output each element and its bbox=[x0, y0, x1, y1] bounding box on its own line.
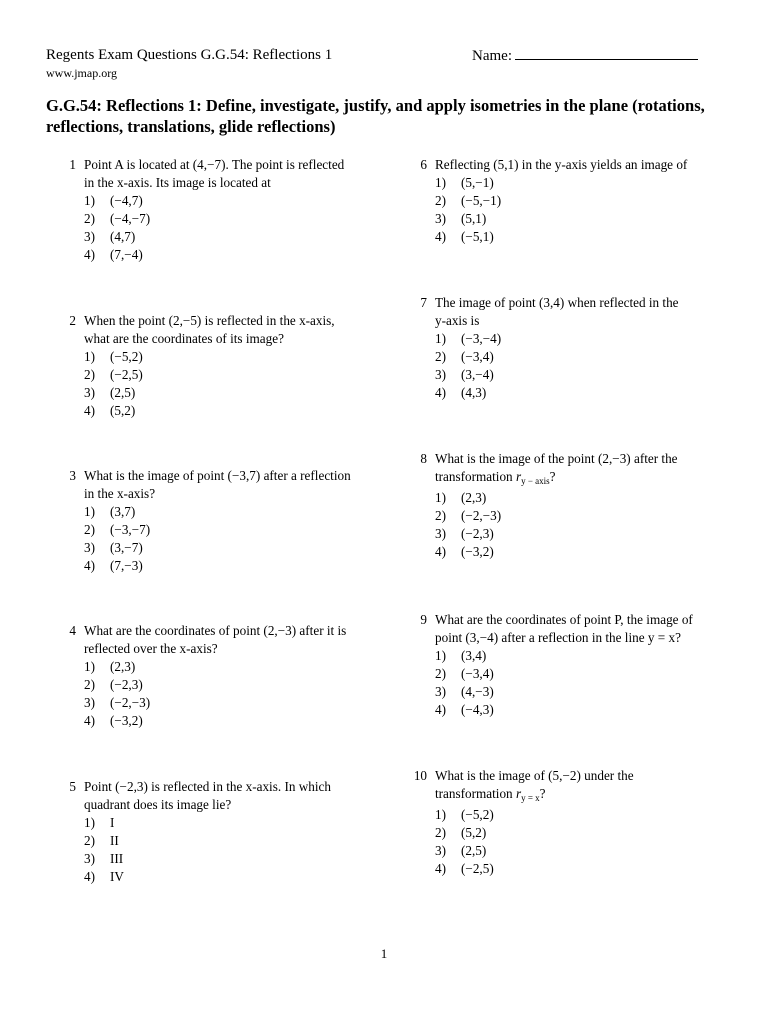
question-stem: The image of point (3,4) when reflected in the y-axis is bbox=[435, 295, 679, 328]
answer-option[interactable]: 4) (5,2) bbox=[84, 403, 136, 418]
name-label: Name: bbox=[472, 48, 512, 64]
answer-option[interactable]: 4) (−2,5) bbox=[435, 861, 494, 876]
answer-option[interactable]: 4) (−5,1) bbox=[435, 229, 494, 244]
answer-option[interactable]: 3) (3,−4) bbox=[435, 367, 494, 382]
answer-option[interactable]: 3) III bbox=[84, 851, 124, 866]
name-field[interactable] bbox=[472, 47, 698, 65]
answer-option[interactable]: 1) (−3,−4) bbox=[435, 331, 502, 346]
question-stem: What are the coordinates of point P, the image of point (3,−4) after a reflection in the line y = x? bbox=[435, 612, 693, 645]
question-number: 6 bbox=[420, 157, 427, 172]
answer-option[interactable]: 2) (5,2) bbox=[435, 825, 487, 840]
answer-option[interactable]: 3) (−2,−3) bbox=[84, 695, 151, 710]
question-stem: Point (−2,3) is reflected in the x-axis. In which quadrant does its image lie? bbox=[84, 779, 331, 812]
answer-option[interactable]: 1) (5,−1) bbox=[435, 175, 494, 190]
answer-option[interactable]: 1) (−5,2) bbox=[84, 349, 143, 364]
question-stem: What are the coordinates of point (2,−3) after it is reflected over the x-axis? bbox=[84, 623, 347, 656]
answer-option[interactable]: 2) (−4,−7) bbox=[84, 211, 151, 226]
answer-option[interactable]: 1) (−4,7) bbox=[84, 193, 143, 208]
transformation-subscript: y = x bbox=[521, 793, 540, 803]
question-number: 9 bbox=[420, 612, 427, 627]
transformation-symbol: r bbox=[515, 469, 522, 484]
answer-option[interactable]: 2) II bbox=[84, 833, 119, 848]
answer-option[interactable]: 1) (3,4) bbox=[435, 648, 487, 663]
answer-option[interactable]: 3) (2,5) bbox=[435, 843, 487, 858]
answer-option[interactable]: 4) (−3,2) bbox=[84, 713, 143, 728]
answer-option[interactable]: 3) (4,−3) bbox=[435, 684, 494, 699]
question-number: 1 bbox=[69, 157, 76, 172]
answer-option[interactable]: 4) (−4,3) bbox=[435, 702, 494, 717]
answer-option[interactable]: 2) (−3,−7) bbox=[84, 522, 151, 537]
question-number: 2 bbox=[69, 313, 76, 328]
answer-option[interactable]: 2) (−5,−1) bbox=[435, 193, 502, 208]
answer-option[interactable]: 4) (4,3) bbox=[435, 385, 487, 400]
name-blank-line[interactable] bbox=[515, 47, 698, 60]
page-heading: G.G.54: Reflections 1: Define, investigate, justify, and apply isometries in the plane (rotations, reflections, translations, glide reflections) bbox=[46, 96, 705, 136]
question-stem: What is the image of (5,−2) under the transformation $r_{y = x}$? bbox=[435, 768, 634, 803]
transformation-symbol: r bbox=[515, 786, 522, 801]
question-stem: What is the image of point (−3,7) after a reflection in the x-axis? bbox=[84, 468, 351, 501]
header-title: Regents Exam Questions G.G.54: Reflections 1 bbox=[46, 47, 333, 63]
question-stem: Point A is located at (4,−7). The point is reflected in the x-axis. Its image is located at bbox=[84, 157, 345, 190]
transformation-subscript: y − axis bbox=[521, 476, 550, 486]
answer-option[interactable]: 1) (2,3) bbox=[84, 659, 136, 674]
page-number: 1 bbox=[380, 946, 388, 961]
header-url: www.jmap.org bbox=[46, 66, 117, 80]
answer-option[interactable]: 4) IV bbox=[84, 869, 124, 884]
answer-option[interactable]: 1) I bbox=[84, 815, 115, 830]
answer-option[interactable]: 1) (−5,2) bbox=[435, 807, 494, 822]
answer-option[interactable]: 2) (−2,−3) bbox=[435, 508, 502, 523]
question-stem: What is the image of the point (2,−3) after the transformation $r_{y - axis}$? bbox=[435, 451, 678, 486]
question-number: 3 bbox=[69, 468, 76, 483]
question-number: 7 bbox=[420, 295, 427, 310]
answer-option[interactable]: 4) (7,−3) bbox=[84, 558, 143, 573]
answer-option[interactable]: 2) (−2,5) bbox=[84, 367, 143, 382]
answer-option[interactable]: 4) (7,−4) bbox=[84, 247, 143, 262]
answer-option[interactable]: 3) (2,5) bbox=[84, 385, 136, 400]
question-stem: When the point (2,−5) is reflected in the x-axis, what are the coordinates of its image? bbox=[84, 313, 335, 346]
answer-option[interactable]: 4) (−3,2) bbox=[435, 544, 494, 559]
question-number: 10 bbox=[413, 768, 427, 783]
question-number: 8 bbox=[420, 451, 427, 466]
answer-option[interactable]: 1) (3,7) bbox=[84, 504, 136, 519]
answer-option[interactable]: 1) (2,3) bbox=[435, 490, 487, 505]
answer-option[interactable]: 3) (−2,3) bbox=[435, 526, 494, 541]
answer-option[interactable]: 3) (5,1) bbox=[435, 211, 487, 226]
question-number: 5 bbox=[69, 779, 76, 794]
answer-option[interactable]: 3) (4,7) bbox=[84, 229, 136, 244]
answer-option[interactable]: 2) (−2,3) bbox=[84, 677, 143, 692]
question-stem: Reflecting (5,1) in the y-axis yields an image of bbox=[435, 157, 688, 172]
question-number: 4 bbox=[69, 623, 76, 638]
answer-option[interactable]: 2) (−3,4) bbox=[435, 666, 494, 681]
answer-option[interactable]: 3) (3,−7) bbox=[84, 540, 143, 555]
answer-option[interactable]: 2) (−3,4) bbox=[435, 349, 494, 364]
